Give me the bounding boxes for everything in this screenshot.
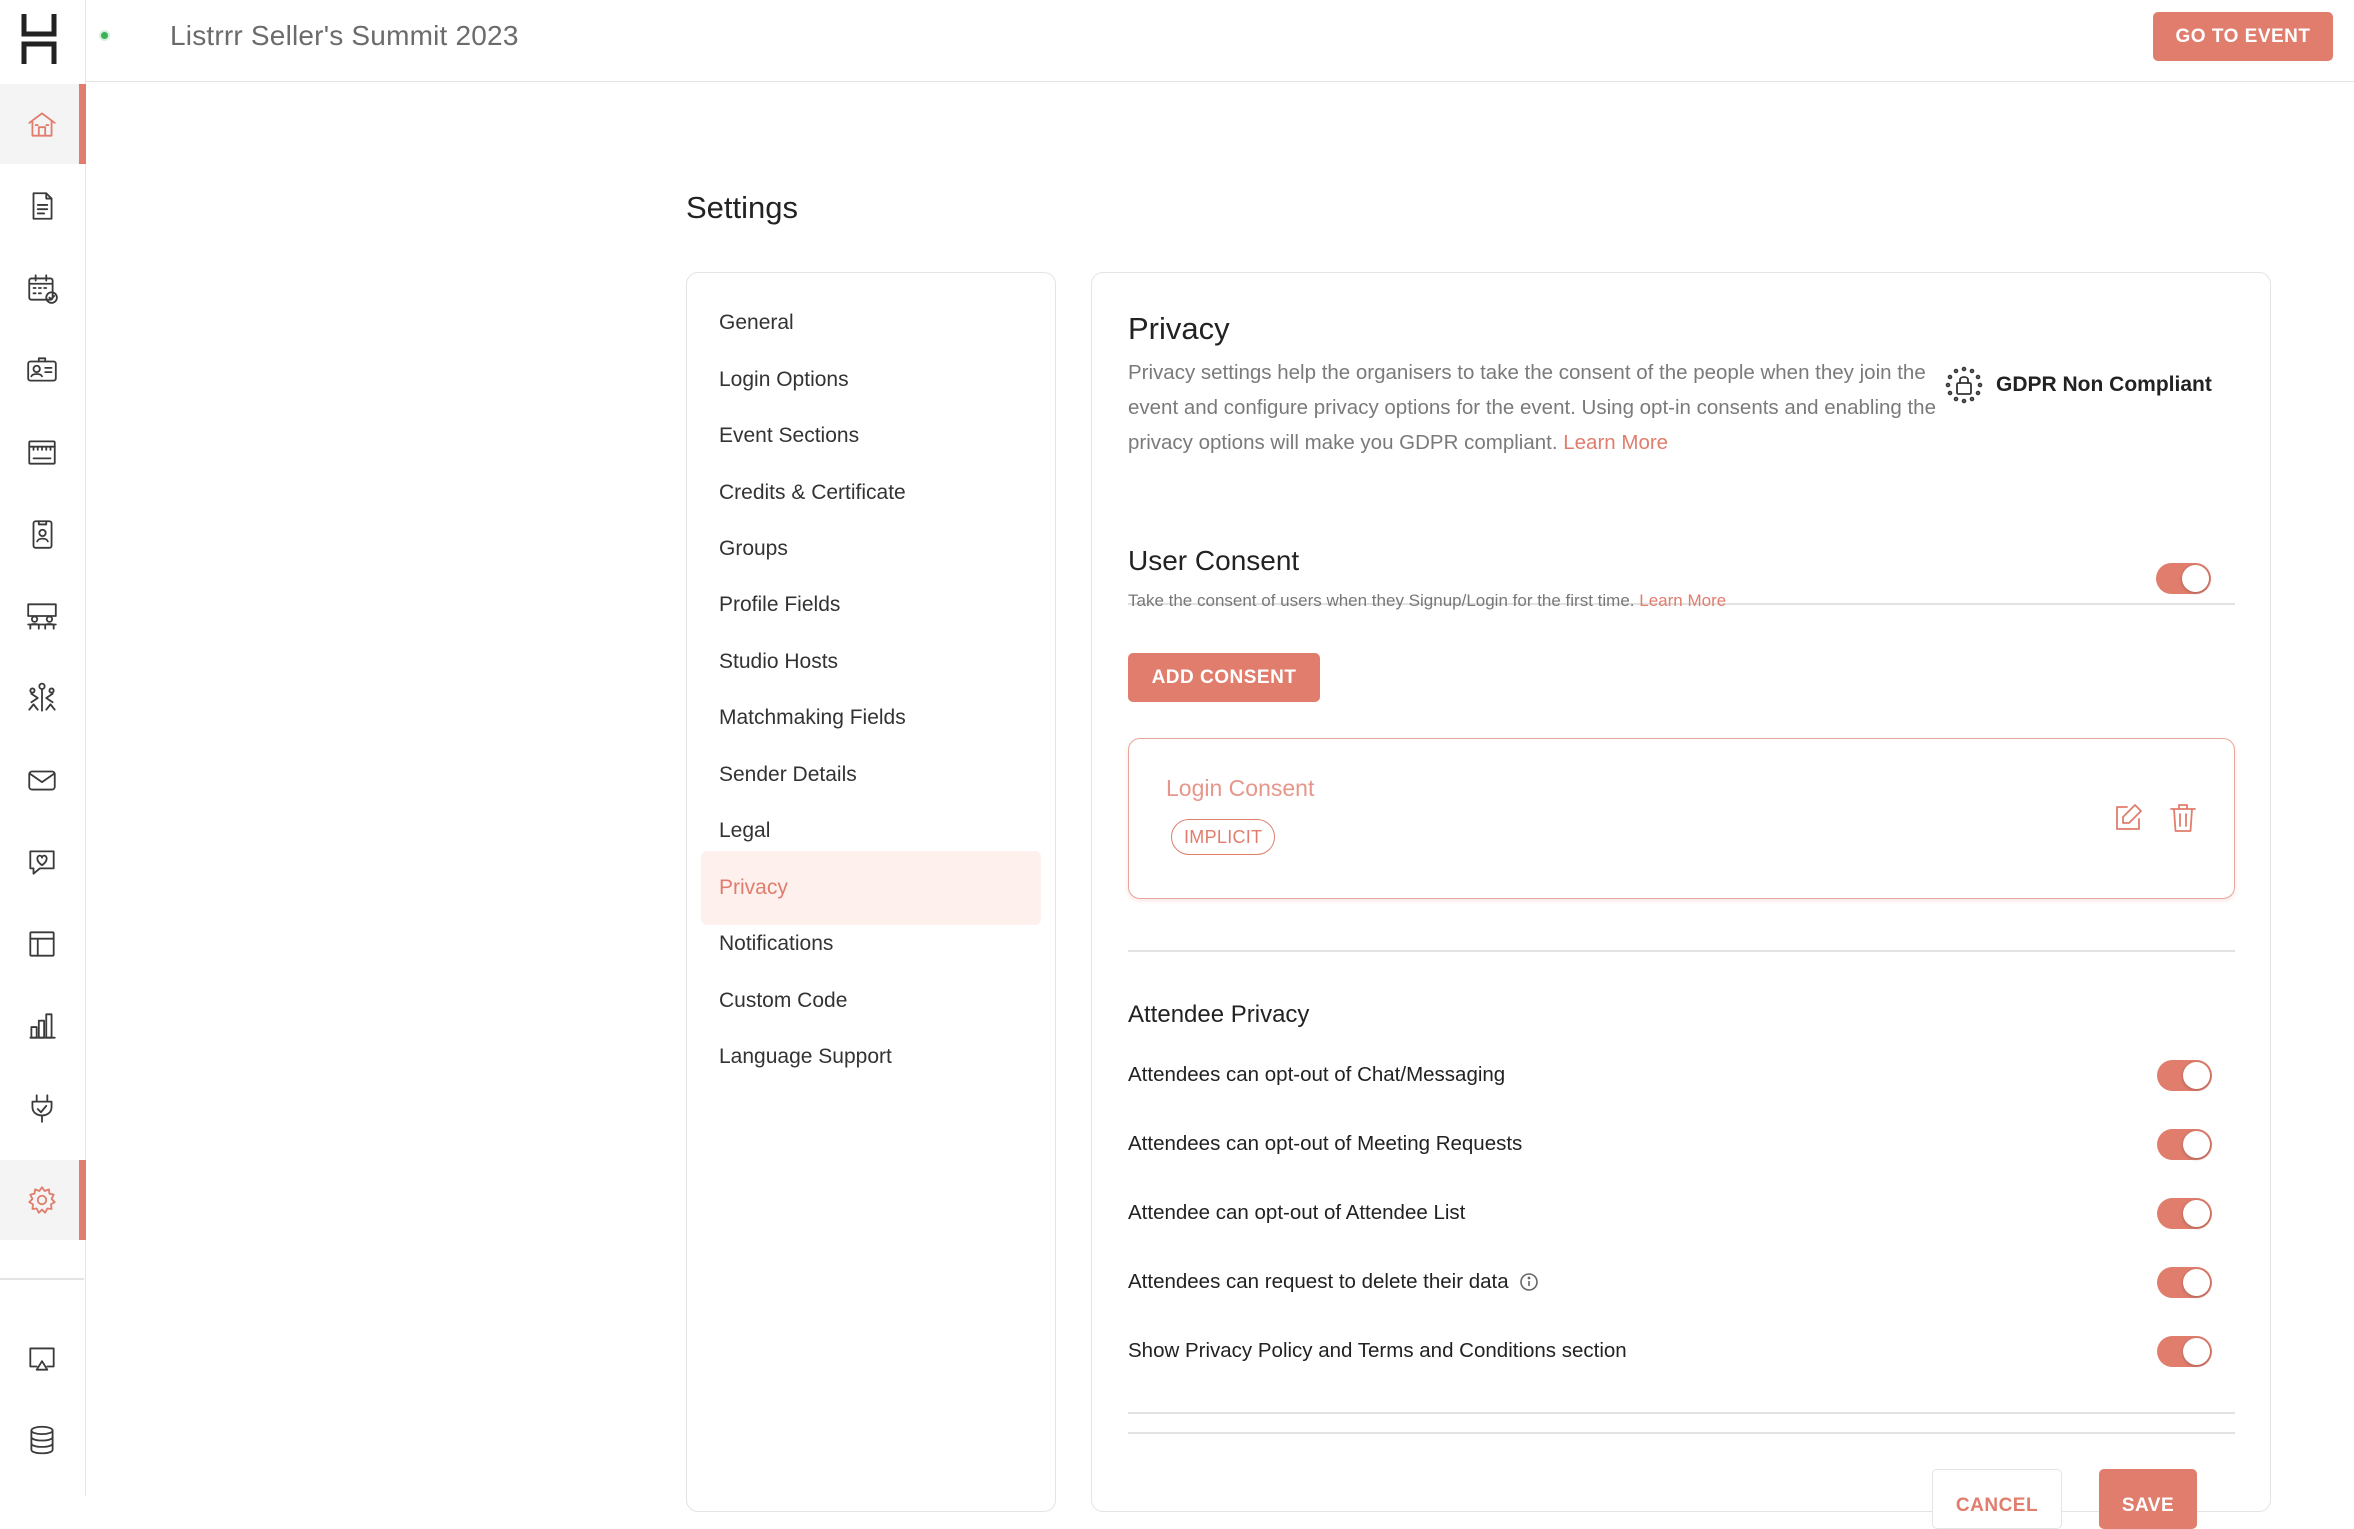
user-consent-description	[1128, 591, 1726, 611]
settings-nav-groups[interactable]: Groups	[719, 537, 788, 560]
analytics-icon	[25, 1009, 59, 1043]
id-card-icon	[25, 353, 59, 387]
attendee-privacy-title: Attendee Privacy	[1128, 1001, 1310, 1028]
footer-divider	[1128, 1432, 2235, 1434]
layout-icon	[25, 927, 59, 961]
mail-icon	[25, 763, 59, 797]
privacy-option-row	[1128, 1262, 2235, 1302]
rail-layout[interactable]	[0, 904, 84, 984]
settings-nav-login-options[interactable]: Login Options	[719, 368, 849, 391]
privacy-option-row	[1128, 1331, 2235, 1371]
rail-divider	[0, 1278, 84, 1280]
settings-nav	[686, 272, 1056, 1512]
settings-nav-language-support[interactable]: Language Support	[719, 1045, 892, 1068]
meeting-opt-out-toggle[interactable]	[2157, 1129, 2212, 1160]
gdpr-status	[1944, 365, 2212, 405]
toggle-knob	[2183, 1062, 2210, 1089]
chat-heart-icon	[25, 845, 59, 879]
privacy-option-row	[1128, 1124, 2235, 1164]
page-title: Settings	[686, 190, 799, 225]
section-divider	[1128, 1412, 2235, 1414]
rail-studio[interactable]	[0, 1318, 84, 1398]
event-title: Listrrr Seller's Summit 2023	[170, 20, 519, 51]
chat-opt-out-toggle[interactable]	[2157, 1060, 2212, 1091]
rail-agenda[interactable]	[0, 248, 84, 328]
settings-nav-general[interactable]: General	[719, 311, 794, 334]
rail-meetings[interactable]	[0, 576, 84, 656]
toggle-knob	[2183, 1338, 2210, 1365]
meeting-icon	[25, 599, 59, 633]
top-header	[86, 0, 2354, 82]
rail-data[interactable]	[0, 1400, 84, 1480]
privacy-option-row	[1128, 1193, 2235, 1233]
settings-nav-studio-hosts[interactable]: Studio Hosts	[719, 650, 839, 673]
privacy-description-text: Privacy settings help the organisers to take the consent of the people when they join the event and configure privacy options for the event. Using opt-in consents and enabling the privacy options will make you GDPR compliant.	[1128, 361, 1936, 454]
privacy-option-label: Attendees can request to delete their data	[1128, 1270, 1509, 1293]
rail-badges[interactable]	[0, 494, 84, 574]
toggle-knob	[2183, 1131, 2210, 1158]
edit-consent-button[interactable]	[2111, 801, 2145, 835]
user-consent-description-text: Take the consent of users when they Signup/Login for the first time.	[1128, 591, 1635, 610]
rail-integrations[interactable]	[0, 1068, 84, 1148]
privacy-settings-panel	[1091, 272, 2271, 1516]
booth-icon	[25, 435, 59, 469]
presentation-icon	[25, 1341, 59, 1375]
toggle-knob	[2182, 565, 2209, 592]
plugin-icon	[25, 1091, 59, 1125]
settings-nav-event-sections[interactable]: Event Sections	[719, 424, 860, 447]
privacy-policy-section-toggle[interactable]	[2157, 1336, 2212, 1367]
settings-nav-notifications[interactable]: Notifications	[719, 932, 834, 955]
privacy-option-label: Attendee can opt-out of Attendee List	[1128, 1201, 1466, 1224]
user-consent-title: User Consent	[1128, 545, 1300, 576]
app-logo[interactable]	[20, 14, 58, 64]
consent-card	[1128, 738, 2235, 899]
section-divider	[1128, 950, 2235, 952]
rail-home[interactable]	[0, 84, 84, 164]
rail-pages[interactable]	[0, 166, 84, 246]
database-icon	[25, 1423, 59, 1457]
privacy-section-title: Privacy	[1128, 311, 1230, 346]
rail-emails[interactable]	[0, 740, 84, 820]
gdpr-status-label: GDPR Non Compliant	[1996, 373, 2212, 396]
settings-nav-legal[interactable]: Legal	[719, 819, 771, 842]
rail-networking[interactable]	[0, 658, 84, 738]
user-consent-toggle[interactable]	[2156, 563, 2211, 594]
go-to-event-button[interactable]: GO TO EVENT	[2153, 12, 2333, 61]
delete-data-toggle[interactable]	[2157, 1267, 2212, 1298]
user-consent-learn-more-link[interactable]: Learn More	[1639, 591, 1727, 610]
consent-name[interactable]: Login Consent	[1166, 775, 1315, 801]
privacy-option-label: Attendees can opt-out of Chat/Messaging	[1128, 1063, 1506, 1086]
rail-booths[interactable]	[0, 412, 84, 492]
attendee-list-opt-out-toggle[interactable]	[2157, 1198, 2212, 1229]
privacy-learn-more-link[interactable]: Learn More	[1563, 431, 1669, 454]
document-icon	[25, 189, 59, 223]
toggle-knob	[2183, 1269, 2210, 1296]
edit-icon	[2111, 801, 2145, 835]
settings-nav-profile-fields[interactable]: Profile Fields	[719, 593, 841, 616]
home-icon	[25, 107, 59, 141]
save-button[interactable]: SAVE	[2099, 1469, 2197, 1529]
rail-people[interactable]	[0, 330, 84, 410]
delete-consent-button[interactable]	[2166, 801, 2200, 835]
privacy-option-label: Attendees can opt-out of Meeting Requests	[1128, 1132, 1523, 1155]
settings-nav-sender-details[interactable]: Sender Details	[719, 763, 857, 786]
privacy-option-label-with-info	[1128, 1270, 1539, 1294]
privacy-option-row	[1128, 1055, 2235, 1095]
settings-nav-privacy[interactable]: Privacy	[701, 851, 1041, 925]
network-icon	[25, 681, 59, 715]
add-consent-button[interactable]: ADD CONSENT	[1128, 653, 1320, 702]
rail-analytics[interactable]	[0, 986, 84, 1066]
settings-nav-matchmaking-fields[interactable]: Matchmaking Fields	[719, 706, 906, 729]
settings-nav-custom-code[interactable]: Custom Code	[719, 989, 848, 1012]
calendar-icon	[25, 271, 59, 305]
badge-icon	[25, 517, 59, 551]
info-icon[interactable]	[1519, 1272, 1539, 1292]
gear-icon	[25, 1183, 59, 1217]
live-status-indicator	[99, 30, 110, 41]
privacy-option-label: Show Privacy Policy and Terms and Conditions section	[1128, 1339, 1627, 1362]
rail-settings[interactable]	[0, 1160, 84, 1240]
consent-type-badge: IMPLICIT	[1171, 819, 1275, 855]
app-sidebar	[0, 0, 86, 1496]
toggle-knob	[2183, 1200, 2210, 1227]
privacy-description	[1128, 355, 1943, 460]
cancel-button[interactable]: CANCEL	[1932, 1469, 2062, 1529]
gdpr-lock-icon	[1944, 365, 1984, 405]
settings-nav-credits-certificate[interactable]: Credits & Certificate	[719, 481, 906, 504]
rail-engagement[interactable]	[0, 822, 84, 902]
trash-icon	[2166, 801, 2200, 835]
